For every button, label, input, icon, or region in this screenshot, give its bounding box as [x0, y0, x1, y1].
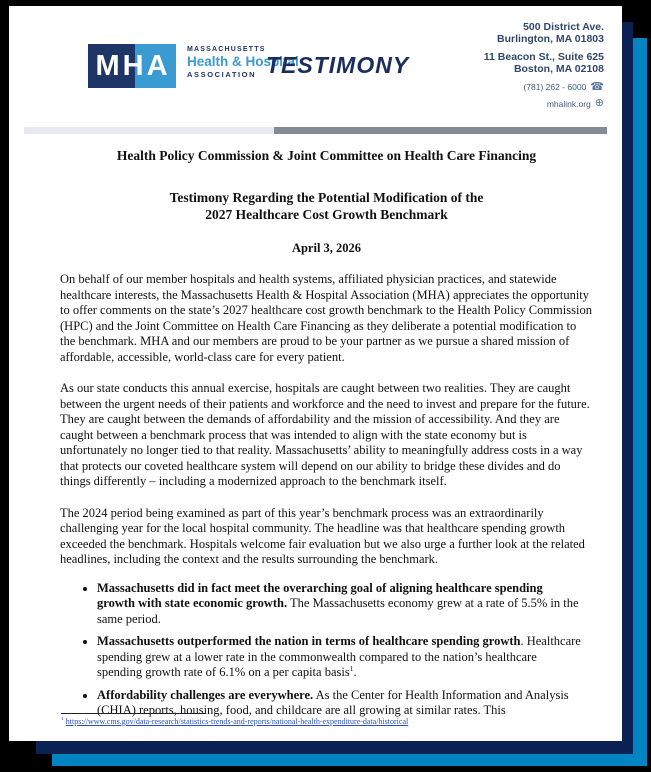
address-line: Boston, MA 02108	[513, 63, 604, 76]
footnote-block	[61, 713, 601, 726]
bullet-item-2	[97, 634, 593, 681]
bullet-3-rest: As the Center for Health Information and Analysis (CHIA) reports, housing, food, and childcare are all growing at similar rates. This	[97, 687, 569, 718]
org-line-health-hospital: Health & Hospital	[187, 53, 299, 69]
mha-logo	[88, 44, 176, 88]
paragraph-2: As our state conducts this annual exercise, hospitals are caught between two realities. They are caught between the urgent needs of their patients and workforce and the need to invest and prepare for the future. They are caught between the demands of affordability and the mission of accessibility. And they are caught between a benchmark process that was intended to align with the state economy but is unfortunately no longer tied to that reality. Massachusetts’ ability to meaningfully address costs in a way that protects our coveted healthcare system will depend on our ability to bridge these divides and do things differently – including a modernized approach to the benchmark itself.	[60, 381, 590, 489]
address-burlington	[484, 21, 604, 46]
phone-number: (781) 262 - 6000	[523, 81, 587, 92]
org-line-massachusetts: MASSACHUSETTS	[187, 46, 266, 53]
phone-line	[484, 81, 604, 94]
website-line	[484, 97, 604, 110]
bullet-item-1	[97, 581, 593, 628]
doc-type-label: TESTIMONY	[266, 52, 410, 78]
footnote-text	[61, 717, 601, 726]
globe-icon: ⊕	[594, 97, 604, 110]
divider-gray-segment	[274, 127, 607, 134]
document-body	[60, 140, 593, 726]
logo-letters: MHA	[95, 49, 171, 82]
document-page	[9, 6, 622, 741]
subtitle-line-2: 2027 Healthcare Cost Growth Benchmark	[205, 207, 448, 223]
paragraph-3: The 2024 period being examined as part of this year’s benchmark process was an extraordinarily challenging year for the local hospital community. The headline was that healthcare spending growth exceeded the benchmark. Hospitals welcome fair evaluation but we also urge a further look at the related headlines, including the context and the results surrounding the benchmark.	[60, 505, 585, 567]
page-title: Health Policy Commission & Joint Committee on Health Care Financing	[116, 148, 537, 163]
paragraph-1: On behalf of our member hospitals and health systems, affiliated physician practices, and statewide healthcare interests, the Massachusetts Health & Hospital Association (MHA) appreciates the opportunity to offer comments on the state’s 2027 healthcare cost growth benchmark to the Health Policy Commission (HPC) and the Joint Committee on Health Care Financing as they deliberate a potential modification to the benchmark. MHA and our members are proud to be your partner as we pursue a shared mission of affordable, accessible, world-class care for every patient.	[60, 272, 592, 364]
footnote-link[interactable]: https://www.cms.gov/data-research/statistics-trends-and-reports/national-health-expenditure-data/historical	[65, 717, 409, 726]
bullet-1-rest: The Massachusetts economy grew at a rate of 5.5% in the same period.	[97, 596, 579, 626]
footnote-separator	[61, 713, 206, 714]
header-divider-bar	[24, 127, 607, 134]
bullet-2-rest: . Healthcare spending grew at a lower rate in the commonwealth compared to the nation’s healthcare spending growth rate of 6.1% on a per capita basis	[97, 634, 581, 680]
address-boston	[484, 51, 604, 76]
address-line: 500 District Ave.	[523, 21, 604, 33]
website-url[interactable]: mhalink.org	[546, 98, 591, 109]
address-line: 11 Beacon St., Suite 625	[483, 50, 604, 63]
address-line: Burlington, MA 01803	[497, 33, 604, 46]
divider-light-segment	[24, 127, 274, 134]
bullet-2-after: .	[353, 665, 357, 680]
document-date: April 3, 2026	[291, 240, 362, 255]
bullet-3-lead: Affordability challenges are everywhere.	[97, 687, 314, 702]
org-line-association: ASSOCIATION	[187, 69, 257, 79]
contact-block	[484, 21, 604, 110]
footnote-reference: 1	[349, 664, 354, 674]
bullet-1-lead: Massachusetts did in fact meet the overarching goal of aligning healthcare spending growth with state economic growth.	[97, 580, 543, 611]
bullet-2-lead: Massachusetts outperformed the nation in terms of healthcare spending growth	[97, 634, 521, 649]
subtitle-line-1: Testimony Regarding the Potential Modification of the	[169, 189, 484, 205]
footnote-marker: 1	[61, 716, 64, 723]
bullet-list	[60, 581, 593, 719]
phone-icon: ☎	[590, 80, 604, 93]
testimony-subtitle	[60, 189, 593, 224]
